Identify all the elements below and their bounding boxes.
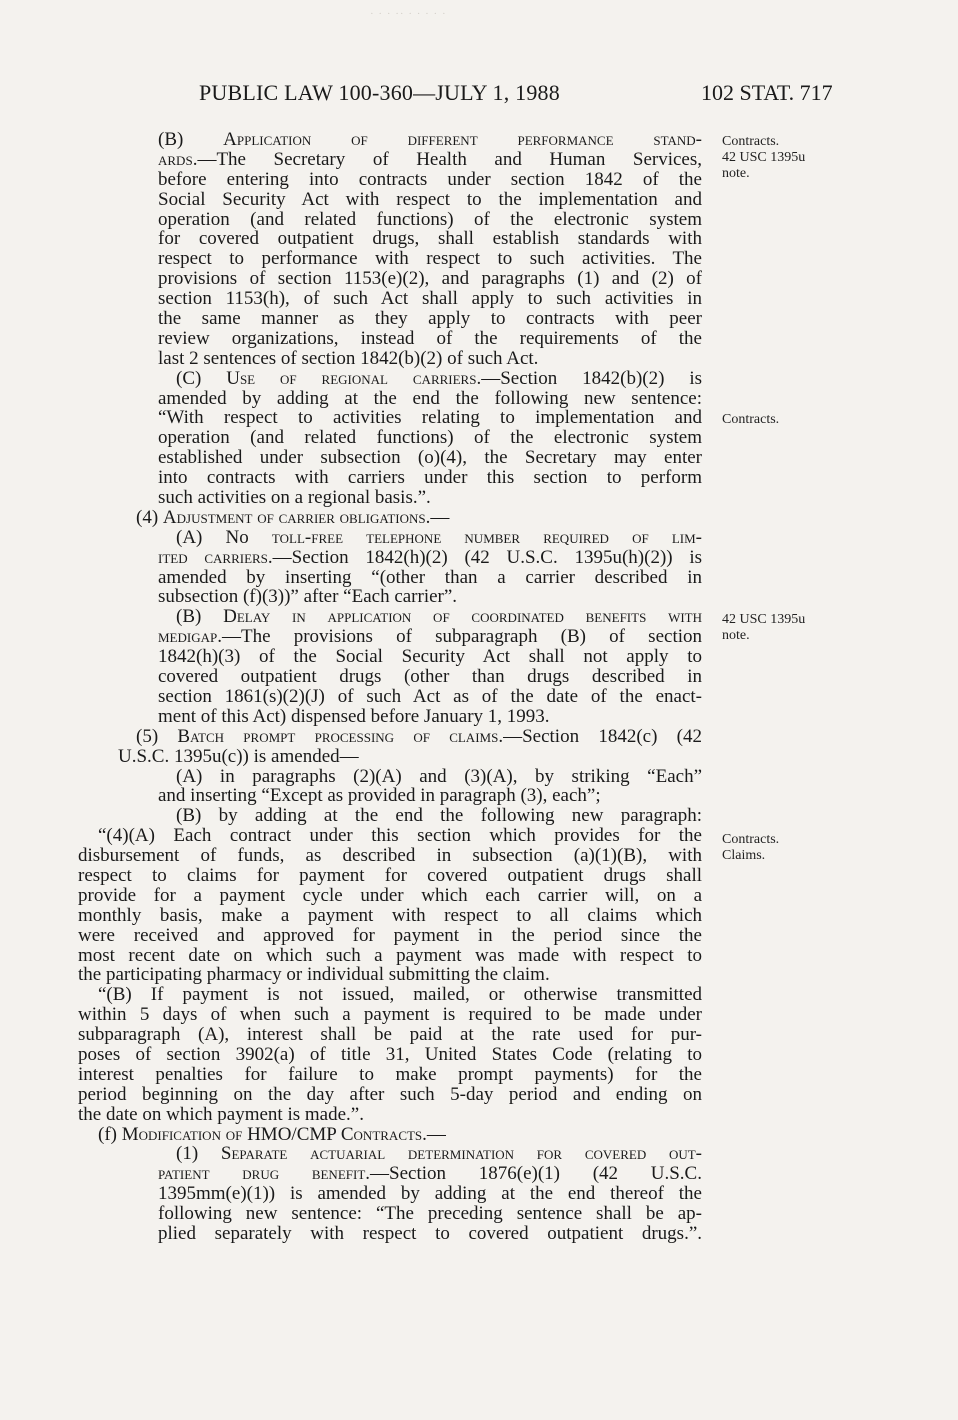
heading-smallcaps: ited carriers bbox=[158, 547, 268, 568]
heading-smallcaps: ards bbox=[158, 149, 193, 170]
text-run: “(B) If payment is not issued, mailed, or otherwise transmitted bbox=[98, 985, 702, 1006]
heading-smallcaps: medigap bbox=[158, 627, 218, 648]
text-line bbox=[78, 886, 702, 906]
text-run: ment of this Act) dispensed before January 1, 1993. bbox=[158, 706, 550, 727]
text-run: amended by inserting “(other than a carrier described in bbox=[158, 567, 702, 588]
statute-text bbox=[78, 130, 702, 1244]
text-line bbox=[176, 528, 702, 548]
text-run: (A) No bbox=[176, 527, 272, 548]
text-line bbox=[158, 170, 702, 190]
text-run: respect to claims for payment for covered outpatient drugs shall bbox=[78, 865, 702, 886]
text-line bbox=[136, 727, 702, 747]
text-run: (4) bbox=[136, 507, 163, 528]
text-line bbox=[158, 289, 702, 309]
margin-note-usc-note bbox=[722, 612, 805, 644]
text-run: the same manner as they apply to contracts with peer bbox=[158, 309, 702, 329]
text-line bbox=[158, 707, 702, 727]
text-run: .— bbox=[425, 507, 450, 528]
text-line bbox=[78, 1105, 702, 1125]
text-run: amended by adding at the end the following new sentence: bbox=[158, 388, 702, 409]
text-run: provisions of section 1153(e)(2), and paragraphs (1) and (2) of bbox=[158, 269, 702, 290]
heading-smallcaps: Delay in application of coordinated benefits with bbox=[223, 607, 702, 628]
text-line bbox=[158, 150, 702, 170]
text-run: disbursement of funds, as described in subsection (a)(1)(B), with bbox=[78, 846, 702, 866]
margin-note-contracts-claims bbox=[722, 832, 779, 864]
text-line bbox=[158, 389, 702, 409]
text-line bbox=[158, 468, 702, 488]
text-run: monthly basis, make a payment with respect to all claims which bbox=[78, 905, 702, 926]
text-run: plied separately with respect to covered outpatient drugs.”. bbox=[158, 1223, 702, 1244]
text-line bbox=[78, 906, 702, 926]
text-line bbox=[158, 1164, 702, 1184]
text-run: .—Section 1842(b)(2) is bbox=[476, 368, 702, 389]
text-line bbox=[78, 866, 702, 886]
text-line bbox=[158, 190, 702, 210]
text-run: (B) by adding at the end the following new paragraph: bbox=[176, 806, 702, 827]
margin-note-contracts-1 bbox=[722, 134, 805, 182]
faint-stamp-mark: · · · ·· · · · · · bbox=[370, 8, 447, 20]
text-line bbox=[158, 687, 702, 707]
text-line bbox=[78, 1025, 702, 1045]
text-line bbox=[176, 369, 702, 389]
text-line bbox=[78, 846, 702, 866]
text-run: (f) bbox=[98, 1124, 122, 1145]
text-run: (5) bbox=[136, 726, 178, 747]
text-line bbox=[158, 1224, 702, 1244]
text-line bbox=[158, 448, 702, 468]
text-run: .— bbox=[422, 1124, 446, 1145]
text-line bbox=[158, 627, 702, 647]
heading-smallcaps: Batch prompt processing of claims bbox=[177, 726, 499, 747]
text-line bbox=[98, 1125, 702, 1145]
heading-smallcaps: patient drug benefit bbox=[158, 1164, 366, 1185]
text-line bbox=[158, 1184, 702, 1204]
text-run: into contracts with carriers under this section to perform bbox=[158, 468, 702, 489]
heading-smallcaps: toll-free telephone number required of lim- bbox=[271, 527, 702, 548]
margin-note-line: Contracts. bbox=[722, 412, 780, 427]
text-line bbox=[158, 548, 702, 568]
text-run: (B) bbox=[158, 130, 224, 150]
text-line bbox=[158, 667, 702, 687]
heading-smallcaps: Use of regional carriers bbox=[226, 368, 477, 389]
margin-note-line: 42 USC 1395u bbox=[722, 612, 806, 627]
text-run: .—The provisions of subparagraph (B) of section bbox=[217, 627, 702, 648]
text-run: (1) bbox=[176, 1144, 221, 1165]
text-line bbox=[158, 428, 702, 448]
text-run: 1842(h)(3) of the Social Security Act shall not apply to bbox=[158, 647, 702, 668]
text-run: respect to performance with respect to such activities. The bbox=[158, 249, 702, 270]
text-line bbox=[98, 985, 702, 1005]
text-run: (B) bbox=[176, 607, 224, 628]
text-run: most recent date on which such a payment was made with respect to bbox=[78, 945, 702, 966]
text-line bbox=[118, 747, 702, 767]
text-run: (C) bbox=[176, 368, 227, 389]
text-run: .—Section 1876(e)(1) (42 U.S.C. bbox=[365, 1164, 702, 1185]
text-line bbox=[176, 806, 702, 826]
text-run: U.S.C. 1395u(c)) is amended— bbox=[118, 746, 359, 767]
text-run: within 5 days of when such a payment is required to be made under bbox=[78, 1005, 702, 1026]
heading-smallcaps: Application of different performance stand- bbox=[223, 130, 702, 150]
text-line bbox=[78, 946, 702, 966]
text-line bbox=[158, 229, 702, 249]
margin-note-line: note. bbox=[722, 628, 750, 643]
text-run: last 2 sentences of section 1842(b)(2) of such Act. bbox=[158, 348, 539, 369]
text-run: provide for a payment cycle under which each carrier will, on a bbox=[78, 885, 702, 906]
text-run: following new sentence: “The preceding sentence shall be ap- bbox=[158, 1204, 702, 1224]
text-run: 1395mm(e)(1)) is amended by adding at the end thereof the bbox=[158, 1184, 702, 1205]
text-line bbox=[78, 926, 702, 946]
text-run: Social Security Act with respect to the implementation and bbox=[158, 189, 702, 210]
text-run: established under subsection (o)(4), the Secretary may enter bbox=[158, 448, 702, 469]
text-run: “(4)(A) Each contract under this section which provides for the bbox=[98, 826, 702, 847]
text-run: interest penalties for failure to make prompt payments) for the bbox=[78, 1064, 702, 1085]
text-run: subparagraph (A), interest shall be paid at the rate used for pur- bbox=[78, 1025, 702, 1045]
text-run: subsection (f)(3))” after “Each carrier”. bbox=[158, 587, 458, 608]
text-run: poses of section 3902(a) of title 31, United States Code (relating to bbox=[78, 1044, 702, 1065]
text-run: section 1861(s)(2)(J) of such Act as of the date of the enact- bbox=[158, 686, 702, 707]
page-header bbox=[0, 80, 958, 114]
text-line bbox=[176, 607, 702, 627]
margin-note-line: Claims. bbox=[722, 848, 766, 863]
text-run: .—The Secretary of Health and Human Services, bbox=[192, 149, 702, 170]
text-line bbox=[158, 309, 702, 329]
text-line bbox=[158, 587, 702, 607]
margin-note-line: 42 USC 1395u bbox=[722, 150, 806, 165]
text-line bbox=[158, 1204, 702, 1224]
heading-smallcaps: Separate actuarial determination for covered out- bbox=[220, 1144, 702, 1165]
margin-note-line: note. bbox=[722, 166, 750, 181]
text-run: (A) in paragraphs (2)(A) and (3)(A), by striking “Each” bbox=[176, 766, 702, 787]
text-run: section 1153(h), of such Act shall apply to such activities in bbox=[158, 289, 702, 310]
text-line bbox=[158, 130, 702, 150]
text-run: covered outpatient drugs (other than drugs described in bbox=[158, 667, 702, 687]
margin-note-contracts-2 bbox=[722, 412, 779, 428]
text-line bbox=[158, 269, 702, 289]
header-title: PUBLIC LAW 100-360—JULY 1, 1988 bbox=[199, 80, 560, 105]
text-line bbox=[98, 826, 702, 846]
text-line bbox=[158, 488, 702, 508]
text-line bbox=[176, 1144, 702, 1164]
text-line bbox=[176, 767, 702, 787]
text-line bbox=[158, 210, 702, 230]
heading-smallcaps: Modification of HMO/CMP Contracts bbox=[121, 1124, 423, 1145]
text-line bbox=[78, 1065, 702, 1085]
text-line bbox=[78, 1085, 702, 1105]
text-run: operation (and related functions) of the electronic system bbox=[158, 428, 702, 449]
text-run: period beginning on the day after such 5-day period and ending on bbox=[78, 1084, 702, 1105]
text-run: operation (and related functions) of the electronic system bbox=[158, 209, 702, 230]
text-line bbox=[78, 1005, 702, 1025]
text-run: were received and approved for payment in the period since the bbox=[78, 925, 702, 946]
text-run: .—Section 1842(c) (42 bbox=[498, 726, 702, 747]
text-line bbox=[78, 965, 702, 985]
text-line bbox=[136, 508, 702, 528]
text-line bbox=[78, 1045, 702, 1065]
text-run: review organizations, instead of the requirements of the bbox=[158, 328, 702, 349]
text-line bbox=[158, 647, 702, 667]
text-run: and inserting “Except as provided in paragraph (3), each”; bbox=[158, 786, 601, 807]
text-line bbox=[158, 786, 702, 806]
margin-note-line: Contracts. bbox=[722, 832, 780, 847]
text-run: for covered outpatient drugs, shall establish standards with bbox=[158, 229, 702, 250]
text-line bbox=[158, 329, 702, 349]
text-run: the participating pharmacy or individual submitting the claim. bbox=[78, 965, 550, 986]
text-run: “With respect to activities relating to implementation and bbox=[158, 408, 702, 429]
text-run: before entering into contracts under section 1842 of the bbox=[158, 169, 702, 190]
text-run: .—Section 1842(h)(2) (42 U.S.C. 1395u(h)(2)) is bbox=[267, 547, 702, 568]
header-stat-page: 102 STAT. 717 bbox=[701, 80, 833, 105]
text-run: the date on which payment is made.”. bbox=[78, 1104, 364, 1125]
text-line bbox=[158, 349, 702, 369]
text-line bbox=[158, 568, 702, 588]
text-run: such activities on a regional basis.”. bbox=[158, 488, 431, 508]
heading-smallcaps: Adjustment of carrier obligations bbox=[162, 507, 426, 528]
text-line bbox=[158, 249, 702, 269]
margin-note-line: Contracts. bbox=[722, 134, 780, 149]
text-line bbox=[158, 408, 702, 428]
